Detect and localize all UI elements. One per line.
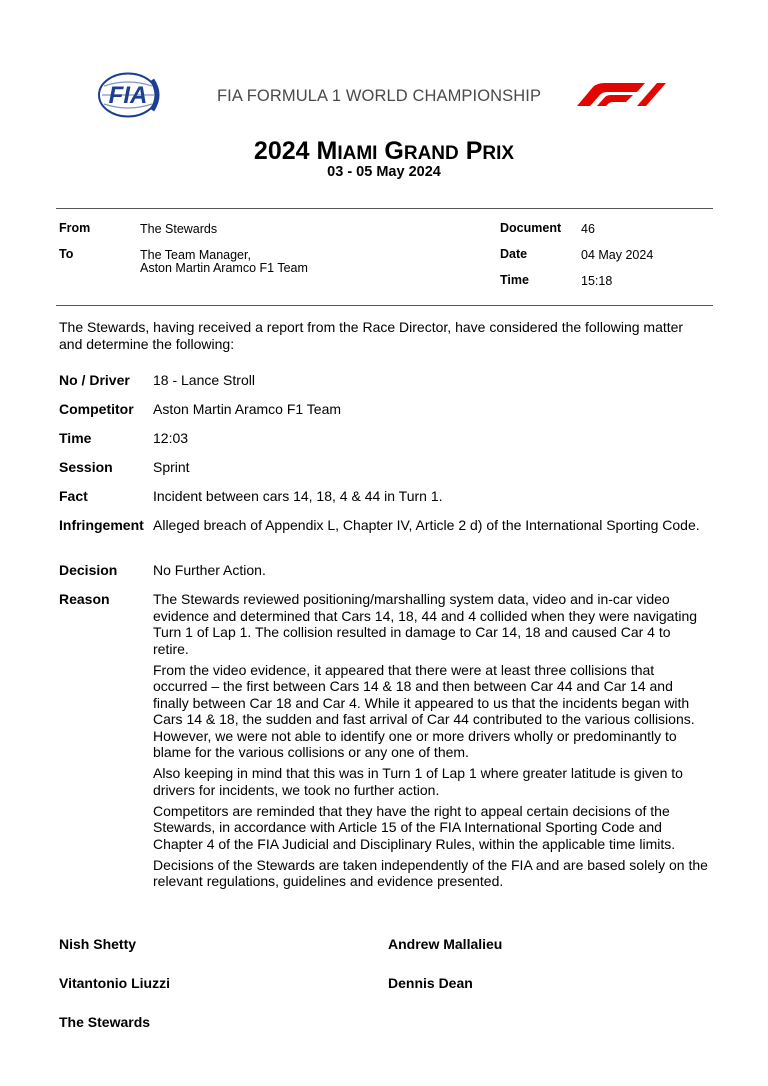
decision-label: Decision <box>59 562 118 578</box>
to-value-line2: Aston Martin Aramco F1 Team <box>140 261 308 275</box>
time-value: 15:18 <box>581 274 613 288</box>
event-dates: 03 - 05 May 2024 <box>327 164 441 180</box>
reason-text <box>153 591 709 894</box>
reason-paragraph: The Stewards reviewed positioning/marshalling system data, video and in-car video evidence and determined that Cars 14, 18, 44 and 4 collided when they were navigating Turn 1 of Lap 1. The collision resulted in damage to Car 14, 18 and caused Car 4 to retire. <box>153 591 698 657</box>
stewards-footer: The Stewards <box>59 1014 151 1030</box>
document-value: 46 <box>581 222 595 236</box>
intro-paragraph: The Stewards, having received a report from the Race Director, have considered the following matter and determine the following: <box>59 319 684 352</box>
f1-logo <box>575 82 667 106</box>
date-value: 04 May 2024 <box>581 248 654 262</box>
document-label: Document <box>500 221 562 235</box>
reason-label: Reason <box>59 591 110 607</box>
no-driver-value: 18 - Lance Stroll <box>153 372 255 388</box>
steward-signature: Nish Shetty <box>59 936 137 952</box>
title-year: 2024 <box>253 137 310 165</box>
to-value-line1: The Team Manager, <box>140 248 251 262</box>
from-label: From <box>59 221 91 235</box>
reason-paragraph: From the video evidence, it appeared that there were at least three collisions that occurred – the first between Cars 14 & 18 and then between Car 44 and Car 14 and finally between Car 18 and Car 4. While it appeared to us that the incidents began with Cars 14 & 18, the sudden and fast arrival of Car 44 contributed to the various collisions. However, we were not able to identify one or more drivers wholly or predominantly to blame for the various collisions or any one of them. <box>153 661 695 760</box>
reason-paragraph: Competitors are reminded that they have the right to appeal certain decisions of the Stewards, in accordance with Article 15 of the FIA International Sporting Code and Chapter 4 of the FIA Judicial and Disciplinary Rules, within the applicable time limits. <box>153 802 676 852</box>
fact-label: Fact <box>59 488 88 504</box>
session-label: Session <box>59 459 113 475</box>
reason-paragraph: Decisions of the Stewards are taken independently of the FIA and are based solely on the relevant regulations, guidelines and evidence presented. <box>153 856 708 889</box>
time-label: Time <box>500 273 529 287</box>
bottom-divider <box>56 305 713 306</box>
decision-value: No Further Action. <box>153 562 266 578</box>
no-driver-label: No / Driver <box>59 372 130 388</box>
infringement-label: Infringement <box>59 517 144 533</box>
to-label: To <box>59 247 74 261</box>
incident-time-value: 12:03 <box>153 430 189 446</box>
fia-logo <box>98 72 164 118</box>
steward-signature: Dennis Dean <box>388 975 473 991</box>
from-value: The Stewards <box>140 222 218 236</box>
steward-signature: Andrew Mallalieu <box>388 936 503 952</box>
event-title: 2024 MIAMI GRAND PRIX <box>253 137 515 165</box>
session-value: Sprint <box>153 459 190 475</box>
competitor-label: Competitor <box>59 401 134 417</box>
date-label: Date <box>500 247 528 261</box>
reason-paragraph: Also keeping in mind that this was in Turn 1 of Lap 1 where greater latitude is given to drivers for incidents, we took no further action. <box>153 765 683 798</box>
infringement-value: Alleged breach of Appendix L, Chapter IV, Article 2 d) of the International Sporting Code. <box>153 517 700 533</box>
top-divider <box>56 208 713 209</box>
steward-signature: Vitantonio Liuzzi <box>59 975 170 991</box>
championship-title: FIA FORMULA 1 WORLD CHAMPIONSHIP <box>217 87 542 105</box>
fia-logo-text: FIA <box>108 82 148 109</box>
incident-time-label: Time <box>59 430 92 446</box>
fact-value: Incident between cars 14, 18, 4 & 44 in Turn 1. <box>153 488 443 504</box>
competitor-value: Aston Martin Aramco F1 Team <box>153 401 342 417</box>
